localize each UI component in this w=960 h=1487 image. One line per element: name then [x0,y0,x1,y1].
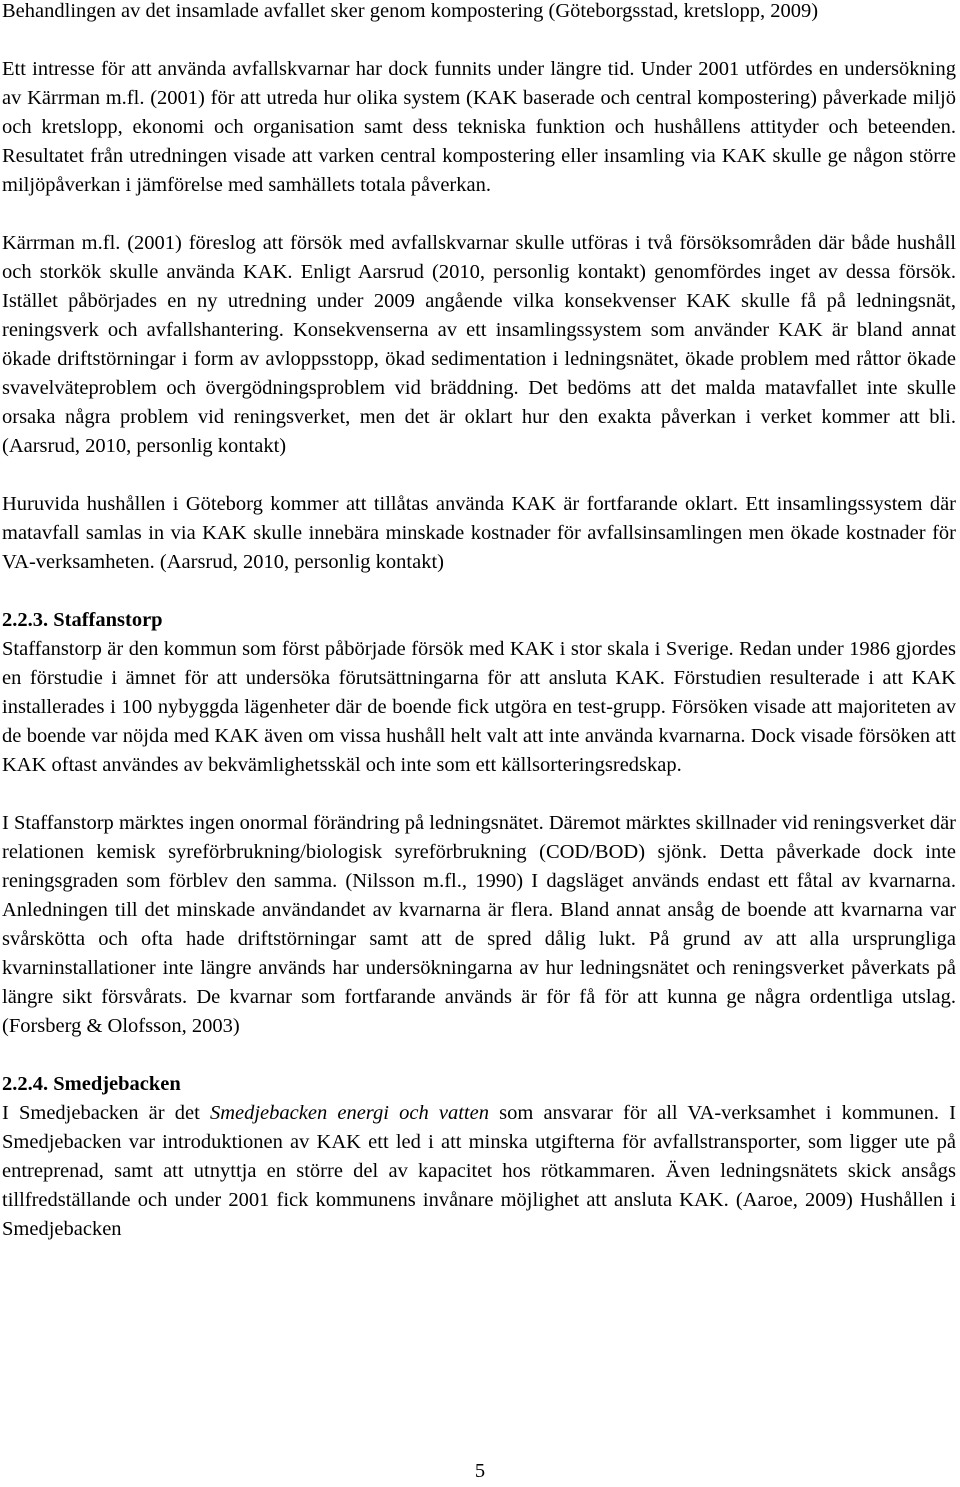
smedjebacken-utility-name: Smedjebacken energi och vatten [209,1102,489,1124]
paragraph-goteborg-treatment: Behandlingen av det insamlade avfallet sker genom kompostering (Göteborgsstad, kretslopp, 2009) [2,0,819,22]
smedjebacken-text-start: I Smedjebacken är det [2,1102,210,1124]
smedjebacken-text-end: som ansvarar för all VA-verksamhet i kommunen. I Smedjebacken var introduktionen av KAK ett led i att minska utgifterna för avfallstransporter, som ligger ute på entreprenad, samt att utnyttja en större del av kapacitet hos rötkammaren. Även ledningsnätets skick ansågs tillfredställande och under 2001 fick kommunens invånare möjlighet att ansluta KAK. (Aaroe, 2009) Hushållen i Smedjebacken [2,1102,956,1240]
page-number: 5 [474,1460,486,1482]
page-content [2,0,956,1244]
paragraph-karrman-proposal: Kärrman m.fl. (2001) föreslog att försök med avfallskvarnar skulle utföras i två försöksområden där både hushåll och storkök skulle använda KAK. Enligt Aarsrud (2010, personlig kontakt) genomfördes inget av dessa försök. Istället påbörjades en ny utredning under 2009 angående vilka konsekvenser KAK skulle få på ledningsnät, reningsverk och avfallshantering. Konsekvenserna av ett insamlingssystem som använder KAK är bland annat ökade driftstörningar i form av avloppsstopp, ökad sedimentation i ledningsnätet, ökade problem med råttor ökade svavelväteproblem och övergödningsproblem vid bräddning. Det bedöms att det malda matavfallet inte skulle orsaka några problem vid reningsverket, men det är oklart hur den exakta påverkan i verket kommer att bli. (Aarsrud, 2010, personlig kontakt) [2,232,956,457]
section-heading-smedjebacken: 2.2.4. Smedjebacken [2,1073,181,1095]
section-heading-staffanstorp: 2.2.3. Staffanstorp [2,609,163,631]
paragraph-staffanstorp-trial: Staffanstorp är den kommun som först påbörjade försök med KAK i stor skala i Sverige. Redan under 1986 gjordes en förstudie i ämnet för att undersöka förutsättningarna för att ansluta KAK. Förstudien resulterade i att KAK installerades i 100 nybyggda lägenheter där de boende fick utgöra en test-grupp. Försöken visade att majoriteten av de boende var nöjda med KAK även om vissa hushåll helt valt att inte använda kvarnarna. Dock visade försöken att KAK oftast användes av bekvämlighetsskäl och inte som ett källsorteringsredskap. [2,638,956,776]
paragraph-goteborg-future: Huruvida hushållen i Göteborg kommer att tillåtas använda KAK är fortfarande oklart. Ett insamlingssystem där matavfall samlas in via KAK skulle innebära minskade kostnader för avfallsinsamlingen men ökade kostnader för VA-verksamheten. (Aarsrud, 2010, personlig kontakt) [2,493,956,573]
paragraph-smedjebacken [2,1099,956,1244]
paragraph-karrman-study: Ett intresse för att använda avfallskvarnar har dock funnits under längre tid. Under 2001 utfördes en undersökning av Kärrman m.fl. (2001) för att utreda hur olika system (KAK baserade och central kompostering) påverkade miljö och kretslopp, ekonomi och organisation samt dess tekniska funktion och hushållens attityder och beteenden. Resultatet från utredningen visade att varken central kompostering eller insamling via KAK skulle ge någon större miljöpåverkan i jämförelse med samhällets totala påverkan. [2,58,956,196]
paragraph-staffanstorp-effects: I Staffanstorp märktes ingen onormal förändring på ledningsnätet. Däremot märktes skillnader vid reningsverket där relationen kemisk syreförbrukning/biologisk syreförbrukning (COD/BOD) sjönk. Detta påverkade dock inte reningsgraden som förblev den samma. (Nilsson m.fl., 1990) I dagsläget används endast ett fåtal av kvarnarna. Anledningen till det minskade användandet av kvarnarna är flera. Bland annat ansåg de boende att kvarnarna var svårskötta och ofta hade driftstörningar samt att de spred dålig lukt. På grund av att alla ursprungliga kvarninstallationer inte längre används har undersökningarna av hur ledningsnätet och reningsverket påverkats på längre sikt försvårats. De kvarnar som fortfarande används är för få för att kunna ge några ordentliga utslag. (Forsberg & Olofsson, 2003) [2,812,956,1037]
